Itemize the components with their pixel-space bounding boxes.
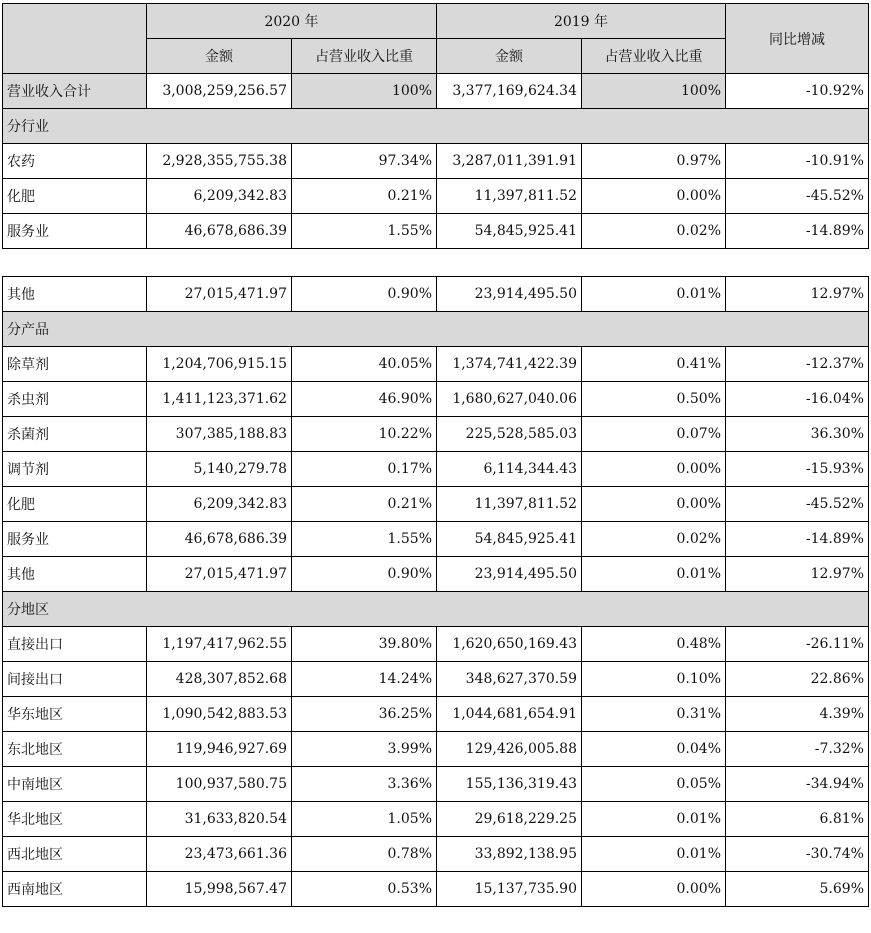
amount-2020: 100,937,580.75 (147, 767, 292, 802)
row-label: 华北地区 (3, 802, 147, 837)
amount-2020: 1,411,123,371.62 (147, 382, 292, 417)
ratio-2020: 0.90% (292, 277, 437, 312)
header-blank-cell (3, 4, 147, 74)
change-value: -34.94% (726, 767, 869, 802)
amount-2020: 46,678,686.39 (147, 522, 292, 557)
ratio-2019: 0.00% (582, 452, 726, 487)
section-product (3, 312, 869, 347)
row-label: 服务业 (3, 214, 147, 249)
amount-2020: 1,197,417,962.55 (147, 627, 292, 662)
ratio-2020: 1.55% (292, 522, 437, 557)
amount-2019: 129,426,005.88 (437, 732, 582, 767)
section-industry (3, 109, 869, 144)
amount-2019: 15,137,735.90 (437, 872, 582, 907)
ratio-2019: 0.01% (582, 557, 726, 592)
industry-rows (3, 144, 869, 249)
amount-2020: 2,928,355,755.38 (147, 144, 292, 179)
change-value: -15.93% (726, 452, 869, 487)
table-row (3, 662, 869, 697)
table-row (3, 417, 869, 452)
ratio-2019: 0.50% (582, 382, 726, 417)
amount-2019: 29,618,229.25 (437, 802, 582, 837)
row-label: 化肥 (3, 487, 147, 522)
ratio-2019: 0.97% (582, 144, 726, 179)
amount-2020: 27,015,471.97 (147, 557, 292, 592)
amount-2019: 1,374,741,422.39 (437, 347, 582, 382)
change-value: -14.89% (726, 522, 869, 557)
table-row (3, 214, 869, 249)
row-label: 直接出口 (3, 627, 147, 662)
change-value: -10.92% (726, 74, 869, 109)
change-value: -45.52% (726, 179, 869, 214)
amount-2020: 6,209,342.83 (147, 179, 292, 214)
ratio-2019: 0.31% (582, 697, 726, 732)
row-label: 中南地区 (3, 767, 147, 802)
row-label: 华东地区 (3, 697, 147, 732)
ratio-2020: 0.21% (292, 179, 437, 214)
header-ratio-2020: 占营业收入比重 (292, 39, 437, 74)
table-row (3, 802, 869, 837)
ratio-2020: 46.90% (292, 382, 437, 417)
amount-2020: 1,204,706,915.15 (147, 347, 292, 382)
amount-2019: 1,680,627,040.06 (437, 382, 582, 417)
header-change: 同比增减 (726, 4, 869, 74)
change-value: -10.91% (726, 144, 869, 179)
row-label: 杀菌剂 (3, 417, 147, 452)
amount-2019: 11,397,811.52 (437, 487, 582, 522)
table-row (3, 767, 869, 802)
table-row (3, 347, 869, 382)
amount-2019: 23,914,495.50 (437, 277, 582, 312)
table-row (3, 382, 869, 417)
ratio-2019: 0.01% (582, 802, 726, 837)
change-value: -14.89% (726, 214, 869, 249)
amount-2019: 348,627,370.59 (437, 662, 582, 697)
ratio-2019: 0.01% (582, 837, 726, 872)
amount-2020: 119,946,927.69 (147, 732, 292, 767)
change-value: 4.39% (726, 697, 869, 732)
header-amount-2020: 金额 (147, 39, 292, 74)
ratio-2020: 1.05% (292, 802, 437, 837)
table-row (3, 522, 869, 557)
amount-2020: 428,307,852.68 (147, 662, 292, 697)
amount-2019: 1,620,650,169.43 (437, 627, 582, 662)
change-value: -45.52% (726, 487, 869, 522)
amount-2020: 23,473,661.36 (147, 837, 292, 872)
table-row (3, 277, 869, 312)
header-year-2019: 2019 年 (437, 4, 726, 39)
change-value: -30.74% (726, 837, 869, 872)
ratio-2020: 1.55% (292, 214, 437, 249)
ratio-2019: 0.04% (582, 732, 726, 767)
change-value: 36.30% (726, 417, 869, 452)
section-title: 分地区 (3, 592, 869, 627)
amount-2020: 5,140,279.78 (147, 452, 292, 487)
row-label: 化肥 (3, 179, 147, 214)
table-row (3, 487, 869, 522)
change-value: 22.86% (726, 662, 869, 697)
ratio-2020: 14.24% (292, 662, 437, 697)
section-title: 分产品 (3, 312, 869, 347)
table-row (3, 697, 869, 732)
change-value: 12.97% (726, 277, 869, 312)
row-label: 除草剂 (3, 347, 147, 382)
amount-2020: 3,008,259,256.57 (147, 74, 292, 109)
row-label: 其他 (3, 277, 147, 312)
header-amount-2019: 金额 (437, 39, 582, 74)
ratio-2020: 97.34% (292, 144, 437, 179)
header-row-years (3, 4, 869, 39)
amount-2020: 6,209,342.83 (147, 487, 292, 522)
table-row (3, 732, 869, 767)
ratio-2019: 0.01% (582, 277, 726, 312)
ratio-2019: 0.02% (582, 214, 726, 249)
row-label: 东北地区 (3, 732, 147, 767)
revenue-table-top (2, 3, 869, 249)
change-value: -16.04% (726, 382, 869, 417)
ratio-2019: 0.02% (582, 522, 726, 557)
ratio-2019: 0.00% (582, 487, 726, 522)
ratio-2019: 0.00% (582, 179, 726, 214)
row-label: 杀虫剂 (3, 382, 147, 417)
table-row (3, 557, 869, 592)
ratio-2019: 0.10% (582, 662, 726, 697)
table-row (3, 872, 869, 907)
change-value: 5.69% (726, 872, 869, 907)
ratio-2020: 0.21% (292, 487, 437, 522)
change-value: -26.11% (726, 627, 869, 662)
row-label: 西南地区 (3, 872, 147, 907)
ratio-2019: 0.00% (582, 872, 726, 907)
ratio-2020: 0.90% (292, 557, 437, 592)
amount-2019: 3,287,011,391.91 (437, 144, 582, 179)
amount-2020: 307,385,188.83 (147, 417, 292, 452)
amount-2019: 155,136,319.43 (437, 767, 582, 802)
table-row (3, 144, 869, 179)
change-value: 12.97% (726, 557, 869, 592)
ratio-2020: 36.25% (292, 697, 437, 732)
amount-2019: 23,914,495.50 (437, 557, 582, 592)
amount-2020: 46,678,686.39 (147, 214, 292, 249)
ratio-2019: 0.07% (582, 417, 726, 452)
row-label: 服务业 (3, 522, 147, 557)
ratio-2020: 3.36% (292, 767, 437, 802)
ratio-2019: 100% (582, 74, 726, 109)
amount-2019: 1,044,681,654.91 (437, 697, 582, 732)
amount-2019: 6,114,344.43 (437, 452, 582, 487)
ratio-2020: 40.05% (292, 347, 437, 382)
ratio-2020: 39.80% (292, 627, 437, 662)
ratio-2019: 0.48% (582, 627, 726, 662)
amount-2019: 54,845,925.41 (437, 214, 582, 249)
table-row (3, 627, 869, 662)
header-year-2020: 2020 年 (147, 4, 437, 39)
amount-2019: 225,528,585.03 (437, 417, 582, 452)
change-value: 6.81% (726, 802, 869, 837)
amount-2019: 33,892,138.95 (437, 837, 582, 872)
section-title: 分行业 (3, 109, 869, 144)
ratio-2020: 3.99% (292, 732, 437, 767)
table-row (3, 837, 869, 872)
amount-2019: 54,845,925.41 (437, 522, 582, 557)
row-label: 间接出口 (3, 662, 147, 697)
total-row (3, 74, 869, 109)
amount-2019: 11,397,811.52 (437, 179, 582, 214)
table-row (3, 452, 869, 487)
amount-2020: 1,090,542,883.53 (147, 697, 292, 732)
section-region (3, 592, 869, 627)
row-label: 西北地区 (3, 837, 147, 872)
ratio-2020: 0.17% (292, 452, 437, 487)
ratio-2019: 0.41% (582, 347, 726, 382)
ratio-2019: 0.05% (582, 767, 726, 802)
row-label: 调节剂 (3, 452, 147, 487)
table-row (3, 179, 869, 214)
product-rows (3, 347, 869, 592)
row-label: 营业收入合计 (3, 74, 147, 109)
row-label: 其他 (3, 557, 147, 592)
change-value: -12.37% (726, 347, 869, 382)
amount-2020: 15,998,567.47 (147, 872, 292, 907)
ratio-2020: 10.22% (292, 417, 437, 452)
ratio-2020: 0.53% (292, 872, 437, 907)
ratio-2020: 100% (292, 74, 437, 109)
row-label: 农药 (3, 144, 147, 179)
header-ratio-2019: 占营业收入比重 (582, 39, 726, 74)
amount-2020: 27,015,471.97 (147, 277, 292, 312)
change-value: -7.32% (726, 732, 869, 767)
revenue-table-bottom (2, 276, 869, 907)
region-rows (3, 627, 869, 907)
amount-2020: 31,633,820.54 (147, 802, 292, 837)
ratio-2020: 0.78% (292, 837, 437, 872)
amount-2019: 3,377,169,624.34 (437, 74, 582, 109)
